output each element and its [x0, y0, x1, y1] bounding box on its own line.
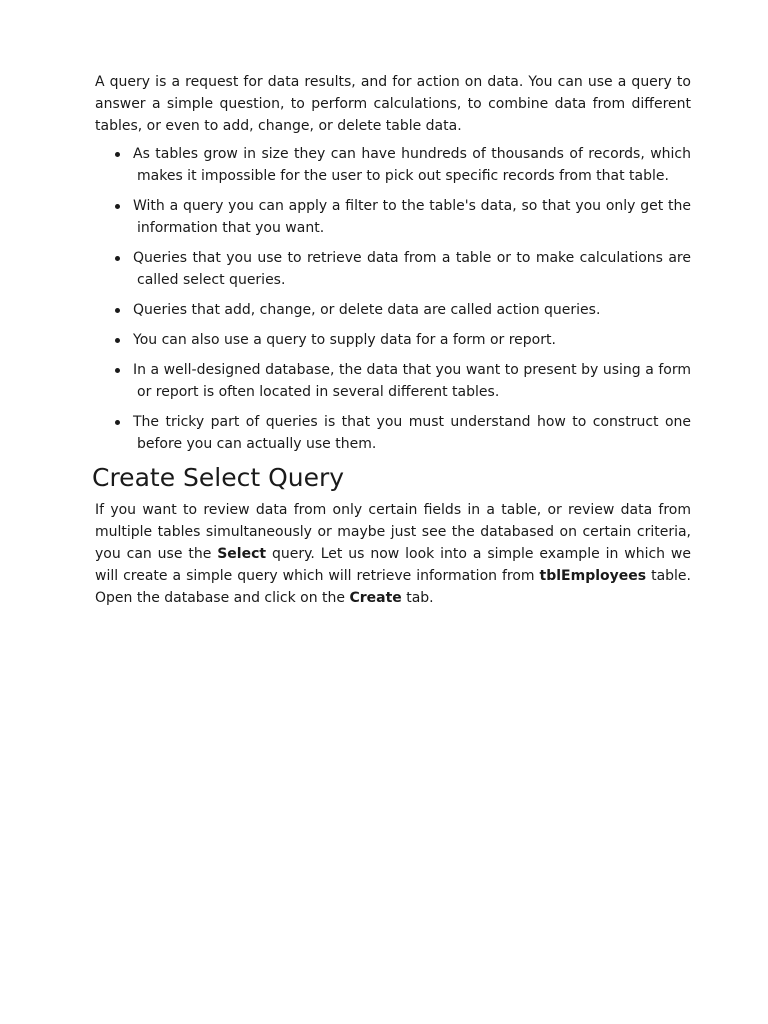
list-item — [95, 299, 691, 321]
bullet-text: In a well-designed database, the data that you want to present by using a form or report is often located in several different tables. — [133, 362, 691, 400]
bullet-icon — [115, 152, 120, 157]
bullet-icon — [115, 256, 120, 261]
bullet-icon — [115, 420, 120, 425]
bullet-icon — [115, 308, 120, 313]
bullet-text: With a query you can apply a filter to the table's data, so that you only get the information that you want. — [133, 198, 691, 236]
document-page — [92, 71, 691, 609]
list-item — [95, 143, 691, 187]
section-text: If you want to review data from only certain fields in a table, or review data from multiple tables simultaneously or maybe just see the databased on certain criteria, you can use the — [95, 502, 691, 562]
list-item — [95, 329, 691, 351]
list-item — [95, 359, 691, 403]
bullet-text: The tricky part of queries is that you must understand how to construct one before you can actually use them. — [133, 414, 691, 452]
bullet-text: You can also use a query to supply data for a form or report. — [133, 332, 556, 348]
list-item — [95, 247, 691, 291]
list-item — [95, 411, 691, 455]
bullet-icon — [115, 368, 120, 373]
select-keyword: Select — [217, 546, 267, 562]
bullet-text: As tables grow in size they can have hundreds of thousands of records, which makes it impossible for the user to pick out specific records from that table. — [133, 146, 691, 184]
section-text: query. Let us now look into a simple example in which we will create a simple query which will retrieve information from — [95, 546, 691, 584]
section-paragraph — [95, 499, 691, 609]
create-tab-name: Create — [349, 590, 402, 606]
table-name: tblEmployees — [539, 568, 647, 584]
bullet-icon — [115, 338, 120, 343]
section-heading: Create Select Query — [92, 463, 345, 492]
bullet-list — [95, 143, 691, 455]
list-item — [95, 195, 691, 239]
bullet-text: Queries that you use to retrieve data from a table or to make calculations are called select queries. — [133, 250, 691, 288]
bullet-icon — [115, 204, 120, 209]
section-text: tab. — [401, 590, 434, 606]
bullet-text: Queries that add, change, or delete data are called action queries. — [133, 302, 601, 318]
intro-paragraph: A query is a request for data results, and for action on data. You can use a query to answer a simple question, to perform calculations, to combine data from different tables, or even to add, change, or delete table data. — [95, 74, 691, 134]
section-text: table. Open the database and click on the — [95, 568, 691, 606]
